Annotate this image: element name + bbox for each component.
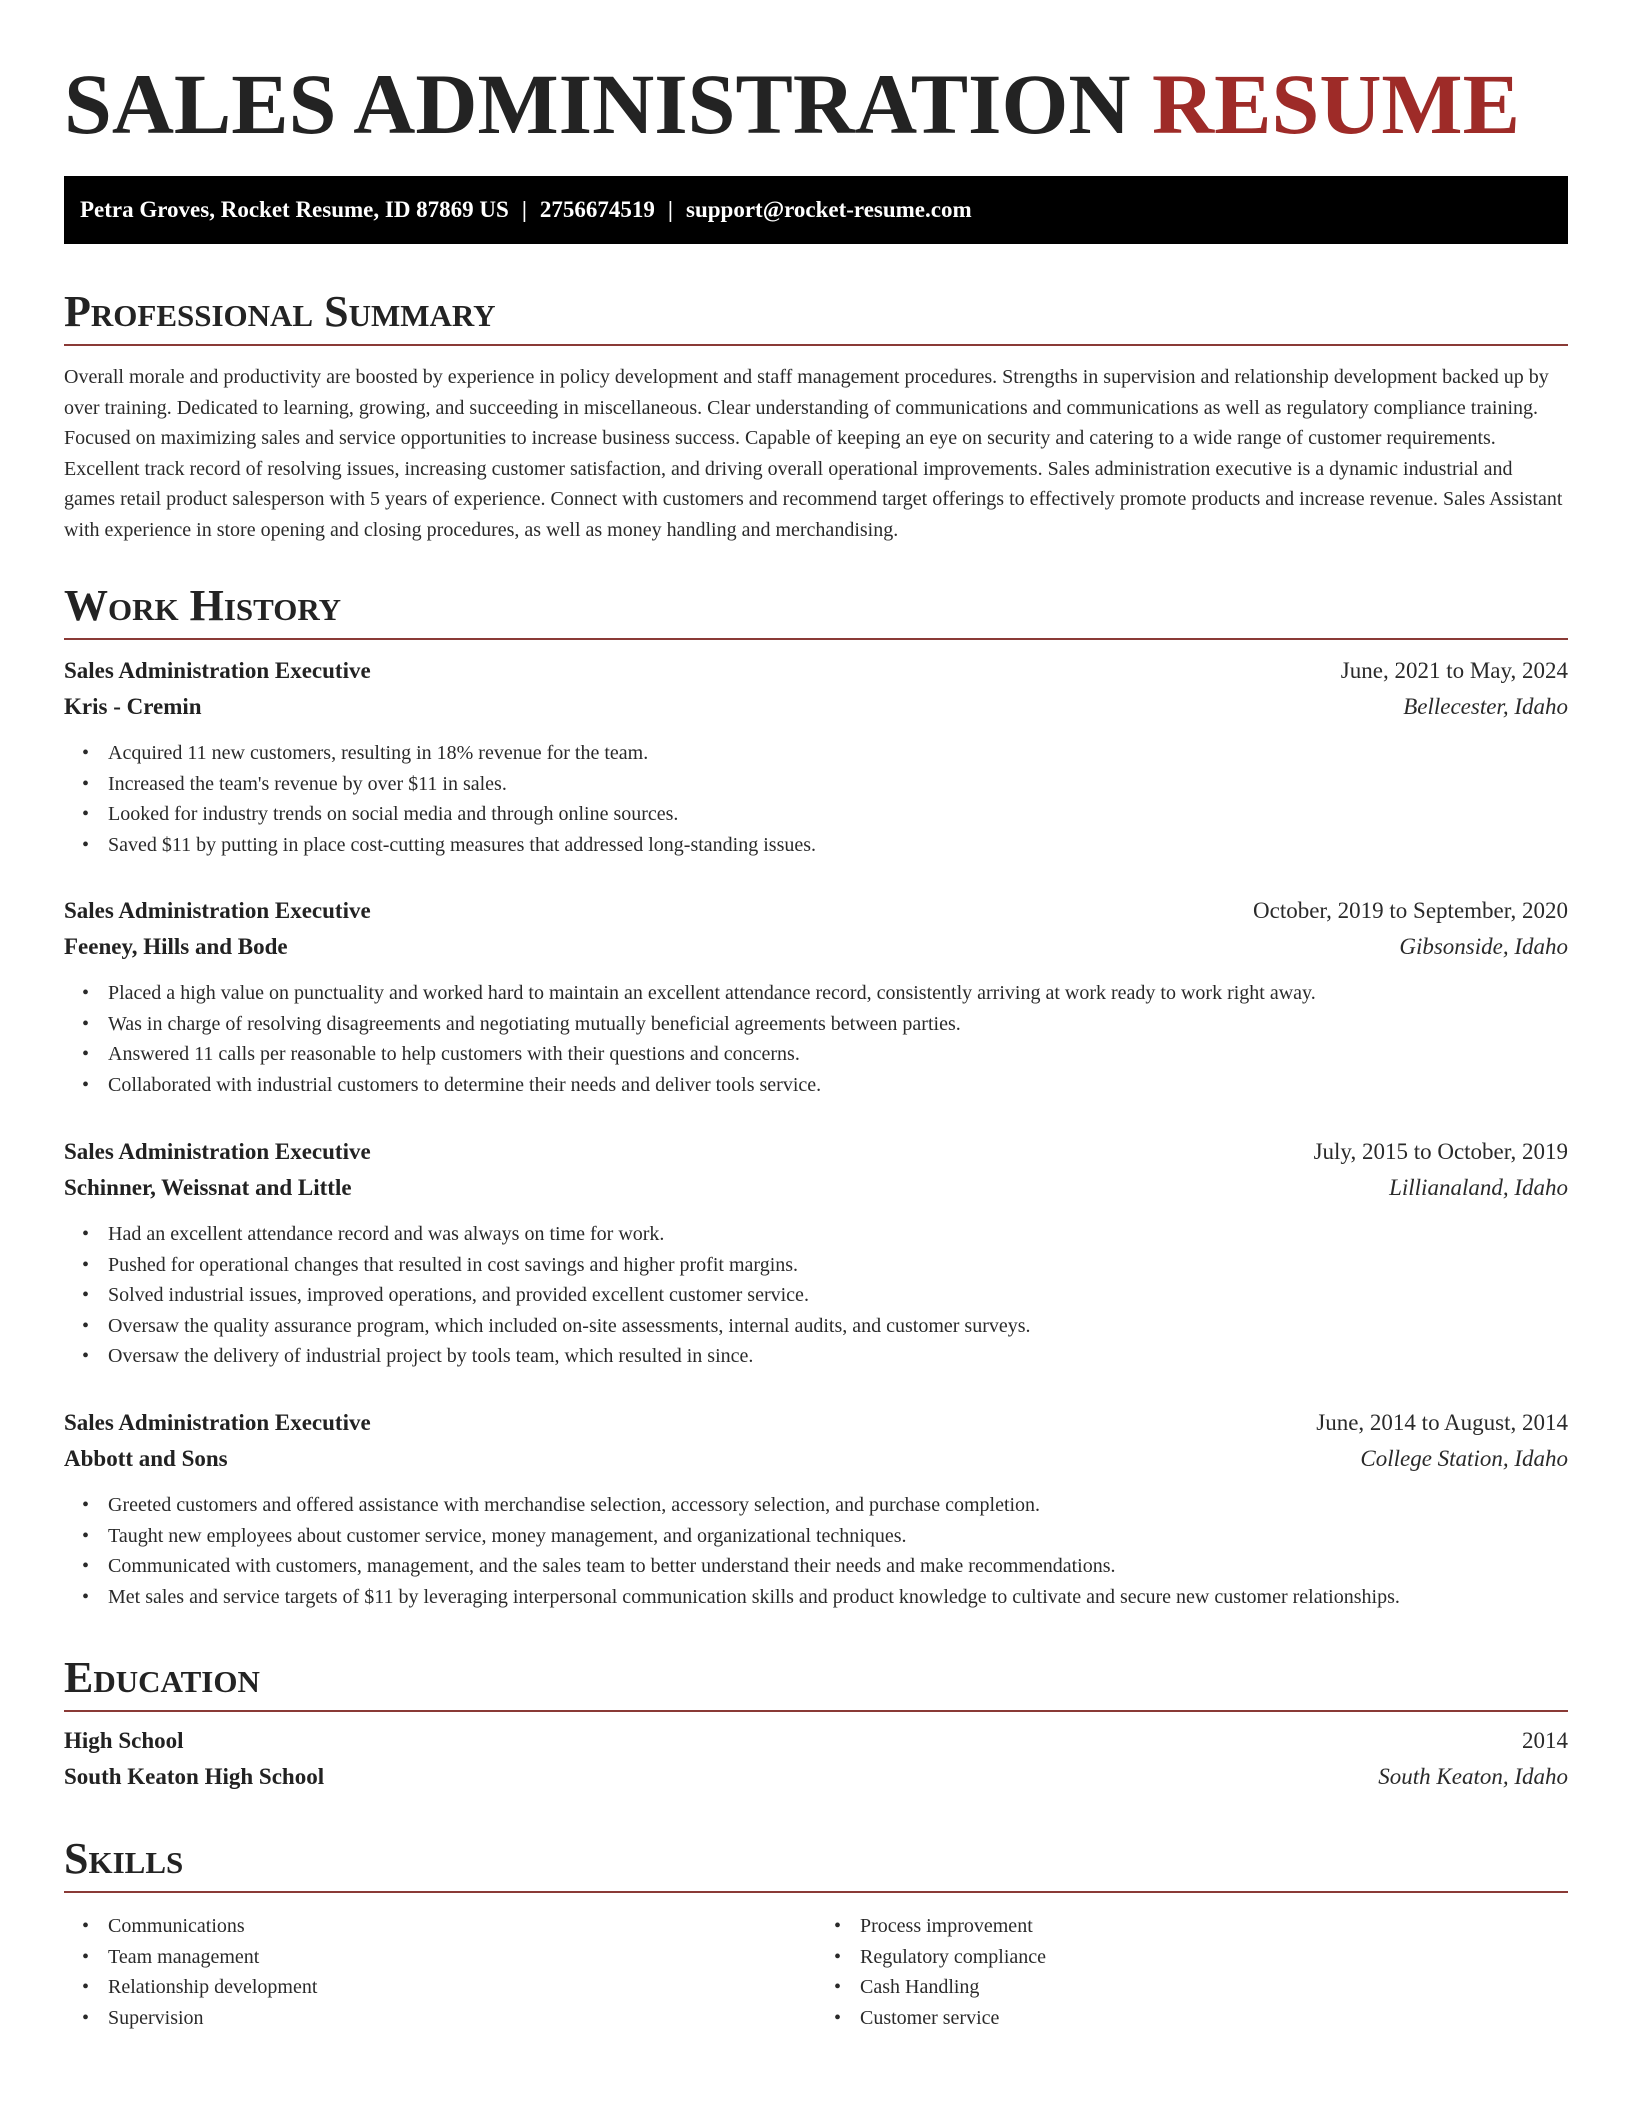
skill-item: • Regulatory compliance xyxy=(860,1942,1568,1973)
education-school: South Keaton High School xyxy=(64,1764,325,1789)
skills-section xyxy=(64,1833,1568,2033)
education-school-row xyxy=(64,1764,1568,1800)
job-bullet: • Oversaw the delivery of industrial project by tools team, which resulted in since. xyxy=(108,1341,1568,1372)
job-entry xyxy=(64,658,1568,860)
education-location: South Keaton, Idaho xyxy=(1378,1764,1568,1789)
job-bullet: • Met sales and service targets of $11 by leveraging interpersonal communication skills and product knowledge to cultivate and secure new customer relationships. xyxy=(108,1582,1568,1613)
job-title-row xyxy=(64,1410,1568,1446)
job-bullet: • Increased the team's revenue by over $11 in sales. xyxy=(108,769,1568,800)
job-bullet: • Had an excellent attendance record and was always on time for work. xyxy=(108,1219,1568,1250)
job-location: College Station, Idaho xyxy=(1360,1446,1568,1471)
section-divider xyxy=(64,638,1568,640)
section-divider xyxy=(64,1710,1568,1712)
job-location: Lillianaland, Idaho xyxy=(1389,1175,1568,1200)
contact-separator: | xyxy=(521,197,527,222)
job-location: Bellecester, Idaho xyxy=(1403,694,1568,719)
job-bullet: • Taught new employees about customer service, money management, and organizational techniques. xyxy=(108,1521,1568,1552)
job-bullet: • Collaborated with industrial customers to determine their needs and deliver tools service. xyxy=(108,1070,1568,1101)
summary-section xyxy=(64,286,1568,546)
job-company-row xyxy=(64,1175,1568,1211)
job-title-row xyxy=(64,1139,1568,1175)
job-company-row xyxy=(64,694,1568,730)
job-bullet: • Answered 11 calls per reasonable to help customers with their questions and concerns. xyxy=(108,1039,1568,1070)
job-bullet: • Acquired 11 new customers, resulting in 18% revenue for the team. xyxy=(108,738,1568,769)
job-bullet: • Oversaw the quality assurance program, which included on-site assessments, internal audits, and customer surveys. xyxy=(108,1311,1568,1342)
job-dates: October, 2019 to September, 2020 xyxy=(1253,898,1568,923)
summary-heading: Professional Summary xyxy=(64,287,496,336)
education-heading: Education xyxy=(64,1653,260,1702)
job-title: Sales Administration Executive xyxy=(64,658,371,683)
job-dates: June, 2014 to August, 2014 xyxy=(1316,1410,1568,1435)
work-history-section xyxy=(64,580,1568,640)
job-title: Sales Administration Executive xyxy=(64,1139,371,1164)
contact-email[interactable]: support@rocket-resume.com xyxy=(686,197,972,222)
job-company: Schinner, Weissnat and Little xyxy=(64,1175,352,1200)
skill-item: • Supervision xyxy=(108,2003,816,2034)
summary-text: Overall morale and productivity are boosted by experience in policy development and staff management procedures. Strengths in supervision and relationship development backed up by over training. Dedicated to learning, growing, and succeeding in miscellaneous. Clear understanding of communications and communications as well as regulatory compliance training. Focused on maximizing sales and service opportunities to increase business success. Capable of keeping an eye on security and catering to a wide range of customer requirements. Excellent track record of resolving issues, increasing customer satisfaction, and driving overall operational improvements. Sales administration executive is a dynamic industrial and games retail product salesperson with 5 years of experience. Connect with customers and recommend target offerings to effectively promote products and increase revenue. Sales Assistant with experience in store opening and closing procedures, as well as money handling and merchandising. xyxy=(64,366,1563,541)
education-degree: High School xyxy=(64,1728,184,1753)
skill-item: • Customer service xyxy=(860,2003,1568,2034)
job-company: Abbott and Sons xyxy=(64,1446,228,1471)
job-entry xyxy=(64,1410,1568,1612)
contact-separator: | xyxy=(667,197,673,222)
job-location: Gibsonside, Idaho xyxy=(1399,934,1568,959)
job-bullet: • Placed a high value on punctuality and worked hard to maintain an excellent attendance record, consistently arriving at work ready to work right away. xyxy=(108,978,1568,1009)
skill-item: • Team management xyxy=(108,1942,816,1973)
job-bullet: • Solved industrial issues, improved operations, and provided excellent customer service. xyxy=(108,1280,1568,1311)
job-company: Feeney, Hills and Bode xyxy=(64,934,288,959)
job-bullet: • Pushed for operational changes that resulted in cost savings and higher profit margins. xyxy=(108,1250,1568,1281)
job-title: Sales Administration Executive xyxy=(64,898,371,923)
job-bullets xyxy=(64,978,1568,1100)
job-bullet: • Communicated with customers, management, and the sales team to better understand their needs and make recommendations. xyxy=(108,1551,1568,1582)
resume-title xyxy=(64,54,1520,154)
skill-item: • Cash Handling xyxy=(860,1972,1568,2003)
section-divider xyxy=(64,344,1568,346)
title-main: SALES ADMINISTRATION xyxy=(64,56,1131,152)
job-entry xyxy=(64,1139,1568,1372)
job-dates: July, 2015 to October, 2019 xyxy=(1313,1139,1568,1164)
education-section xyxy=(64,1652,1568,1800)
job-bullet: • Saved $11 by putting in place cost-cutting measures that addressed long-standing issues. xyxy=(108,830,1568,861)
job-dates: June, 2021 to May, 2024 xyxy=(1340,658,1568,683)
skills-heading: Skills xyxy=(64,1834,184,1883)
skill-item: • Communications xyxy=(108,1911,816,1942)
skill-item: • Relationship development xyxy=(108,1972,816,2003)
job-bullet: • Looked for industry trends on social media and through online sources. xyxy=(108,799,1568,830)
job-bullets xyxy=(64,738,1568,860)
title-accent: RESUME xyxy=(1152,56,1520,152)
job-entry xyxy=(64,898,1568,1100)
section-divider xyxy=(64,1891,1568,1893)
job-company-row xyxy=(64,934,1568,970)
skills-columns xyxy=(64,1911,1568,2033)
job-bullets xyxy=(64,1219,1568,1372)
education-degree-row xyxy=(64,1728,1568,1764)
job-company: Kris - Cremin xyxy=(64,694,202,719)
contact-name-address: Petra Groves, Rocket Resume, ID 87869 US xyxy=(80,197,509,222)
job-bullet: • Greeted customers and offered assistance with merchandise selection, accessory selection, and purchase completion. xyxy=(108,1490,1568,1521)
job-bullet: • Was in charge of resolving disagreements and negotiating mutually beneficial agreements between parties. xyxy=(108,1009,1568,1040)
skills-right-list xyxy=(816,1911,1568,2033)
job-company-row xyxy=(64,1446,1568,1482)
education-year: 2014 xyxy=(1522,1728,1568,1753)
contact-phone: 2756674519 xyxy=(539,197,655,222)
contact-bar xyxy=(64,176,1568,244)
job-bullets xyxy=(64,1490,1568,1612)
job-title-row xyxy=(64,898,1568,934)
job-title: Sales Administration Executive xyxy=(64,1410,371,1435)
work-history-heading: Work History xyxy=(64,581,342,630)
skills-left-list xyxy=(64,1911,816,2033)
skill-item: • Process improvement xyxy=(860,1911,1568,1942)
job-title-row xyxy=(64,658,1568,694)
